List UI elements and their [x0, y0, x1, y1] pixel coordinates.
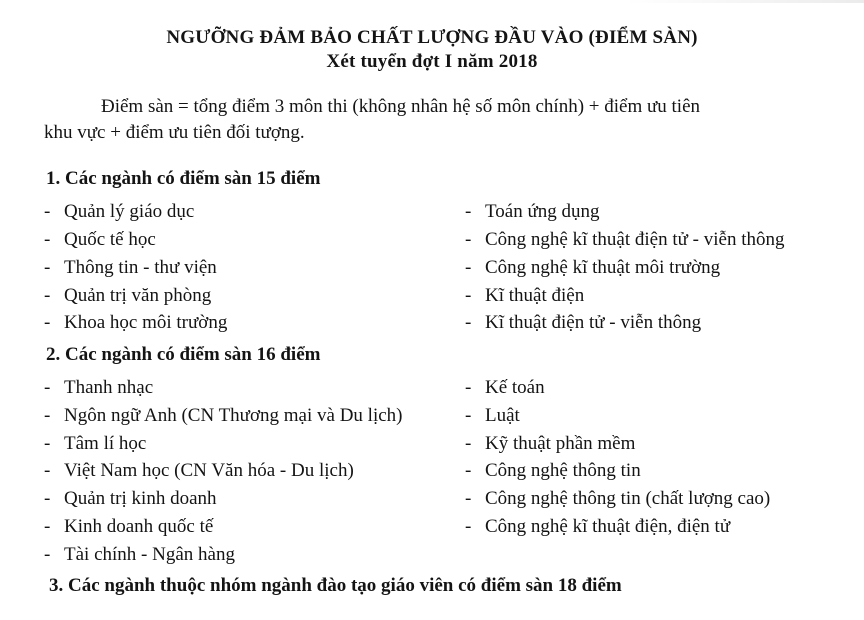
- list-item: [44, 377, 153, 399]
- list-item-label: Công nghệ thông tin: [485, 460, 641, 481]
- list-item-label: Công nghệ thông tin (chất lượng cao): [485, 488, 771, 509]
- list-dash: -: [465, 257, 472, 278]
- list-item-label: Toán ứng dụng: [485, 201, 600, 222]
- list-item-label: Tâm lí học: [64, 433, 147, 454]
- list-item-label: Khoa học môi trường: [64, 312, 228, 333]
- list-dash: -: [465, 460, 472, 481]
- intro-text-line-1: Điểm sàn = tổng điểm 3 môn thi (không nhân hệ số môn chính) + điểm ưu tiên: [101, 96, 701, 117]
- list-item: [44, 460, 354, 482]
- list-item: [44, 229, 156, 251]
- list-dash: -: [44, 433, 51, 454]
- list-item: [465, 229, 784, 251]
- list-dash: -: [465, 312, 472, 333]
- list-item: [465, 433, 635, 455]
- list-item: [44, 544, 235, 566]
- list-dash: -: [44, 544, 51, 565]
- list-item: [44, 488, 217, 510]
- list-item-label: Quản trị văn phòng: [64, 285, 212, 306]
- list-item: [44, 312, 227, 334]
- list-item-label: Luật: [485, 405, 520, 426]
- list-item: [44, 516, 213, 538]
- list-dash: -: [465, 285, 472, 306]
- list-dash: -: [465, 201, 472, 222]
- list-item-label: Kế toán: [485, 377, 545, 398]
- list-dash: -: [465, 516, 472, 537]
- list-item: [465, 257, 720, 279]
- list-item: [465, 460, 641, 482]
- list-item-label: Công nghệ kĩ thuật điện tử - viễn thông: [485, 229, 785, 250]
- list-item: [44, 201, 194, 223]
- list-item: [44, 405, 402, 427]
- list-dash: -: [465, 405, 472, 426]
- list-item: [44, 433, 146, 455]
- list-item: [465, 488, 770, 510]
- list-item: [465, 312, 701, 334]
- list-item-label: Tài chính - Ngân hàng: [64, 544, 235, 565]
- list-item-label: Công nghệ kĩ thuật môi trường: [485, 257, 721, 278]
- document-subtitle: Xét tuyển đợt I năm 2018: [326, 51, 538, 72]
- list-item: [44, 285, 211, 307]
- list-item-label: Thông tin - thư viện: [64, 257, 217, 278]
- list-dash: -: [465, 377, 472, 398]
- list-item-label: Ngôn ngữ Anh (CN Thương mại và Du lịch): [64, 405, 403, 426]
- list-item: [465, 516, 730, 538]
- list-dash: -: [44, 257, 51, 278]
- list-dash: -: [44, 285, 51, 306]
- list-dash: -: [44, 229, 51, 250]
- scan-edge-mark: [624, 0, 864, 3]
- list-item: [44, 257, 217, 279]
- list-dash: -: [44, 460, 51, 481]
- list-dash: -: [465, 433, 472, 454]
- section-2-heading: 2. Các ngành có điểm sàn 16 điểm: [46, 344, 321, 365]
- list-item-label: Kĩ thuật điện tử - viễn thông: [485, 312, 702, 333]
- intro-text-line-2: khu vực + điểm ưu tiên đối tượng.: [44, 122, 305, 143]
- list-dash: -: [44, 516, 51, 537]
- section-1-heading: 1. Các ngành có điểm sàn 15 điểm: [46, 168, 321, 189]
- list-item: [465, 405, 520, 427]
- document-title: NGƯỠNG ĐẢM BẢO CHẤT LƯỢNG ĐẦU VÀO (ĐIỂM SÀN): [166, 27, 698, 48]
- list-item: [465, 285, 584, 307]
- list-item-label: Quản trị kinh doanh: [64, 488, 217, 509]
- list-dash: -: [44, 405, 51, 426]
- list-dash: -: [44, 377, 51, 398]
- list-dash: -: [465, 229, 472, 250]
- list-dash: -: [44, 312, 51, 333]
- list-item-label: Kĩ thuật điện: [485, 285, 585, 306]
- list-item-label: Thanh nhạc: [64, 377, 154, 398]
- section-3-heading: 3. Các ngành thuộc nhóm ngành đào tạo giáo viên có điểm sàn 18 điểm: [49, 575, 622, 596]
- list-dash: -: [44, 488, 51, 509]
- list-item-label: Việt Nam học (CN Văn hóa - Du lịch): [64, 460, 354, 481]
- list-item: [465, 201, 600, 223]
- list-item-label: Kinh doanh quốc tế: [64, 516, 214, 537]
- list-dash: -: [44, 201, 51, 222]
- list-dash: -: [465, 488, 472, 509]
- list-item-label: Quản lý giáo dục: [64, 201, 195, 222]
- list-item: [465, 377, 545, 399]
- list-item-label: Kỹ thuật phần mềm: [485, 433, 636, 454]
- list-item-label: Quốc tế học: [64, 229, 156, 250]
- list-item-label: Công nghệ kĩ thuật điện, điện tử: [485, 516, 731, 537]
